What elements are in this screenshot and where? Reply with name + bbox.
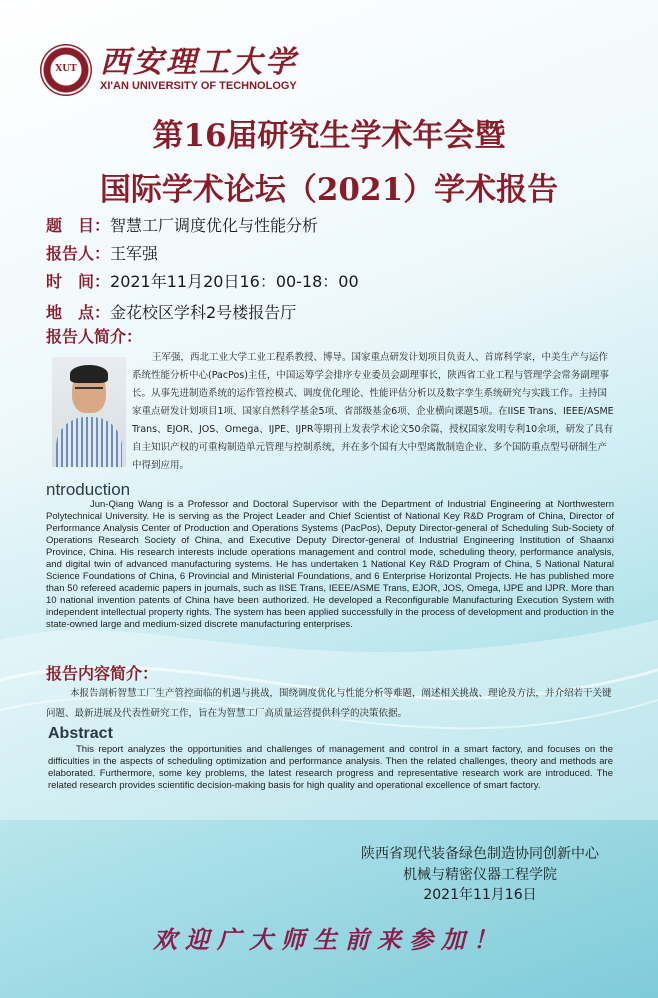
- report-intro-heading: 报告内容简介：: [46, 664, 159, 683]
- time-label: 时 间：: [46, 272, 111, 291]
- seal-text: XUT: [55, 64, 77, 74]
- abstract-text-en: This report analyzes the opportunities and challenges of management and control in a smart factory, and focuses on the difficulties in the aspects of scheduling optimization and performance analysis. Then the related challenges, theory and methods are elaborated. Furthermore, some key problems, the latest research progress and representative research work are introduced. The related research provides scientific decision-making basis for high quality and operational excellence of smart factory.: [48, 744, 613, 791]
- university-name-cn: 西安理工大学: [100, 45, 298, 80]
- organizer-line2: 机械与精密仪器工程学院: [403, 867, 557, 883]
- university-logo: [40, 44, 298, 96]
- organizer-line1: 陕西省现代装备绿色制造协同创新中心: [361, 846, 599, 862]
- speaker-intro-heading: 报告人简介：: [46, 327, 143, 346]
- organizer-date: 2021年11月16日: [423, 887, 537, 903]
- university-seal: [40, 44, 92, 96]
- time-value: 2021年11月20日16：00-18：00: [110, 272, 359, 291]
- poster-title-line2: 国际学术论坛（2021）学术报告: [99, 172, 559, 208]
- place-value: 金花校区学科2号楼报告厅: [110, 303, 297, 322]
- speaker-bio-en: Jun-Qiang Wang is a Professor and Doctoral Supervisor with the Department of Industrial Engineering at Northwestern Polytechnical University. He is serving as the Project Leader and Chief Scientist of National Key R&D Program of China, Director of Performance Analysis Center of Production and Operations Systems (PacPos), Deputy Director-general of Scheduling Sub-Society of Operations Research Society of China, and Executive Deputy Director-general of Industrial Engineering Institution of Shaanxi Province, China. His research interests include operations management and control mode, scheduling theory, performance analysis, and digital twin of advanced manufacturing systems. He has undertaken 1 National Key R&D Program of China, 5 National Natural Science Foundations of China, 6 Provincial and Ministerial Foundations, and 6 Enterprise Horizontal Projects. He has published more than 50 refereed academic papers in journals, such as IISE Trans, IEEE/ASME Trans, EJOR, JOS, Omega, IJPE and IJPR. More than 10 national invention patents of China have been authorized. He developed a Reconfigurable Manufacturing Execution System with independent intellectual property rights. The system has been applied successfully in the process of development and production in the state-owned large and medium-sized discrete manufacturing enterprises.: [46, 499, 614, 630]
- welcome-slogan: 欢迎广大师生前来参加！: [153, 925, 505, 954]
- topic-label: 题 目：: [46, 216, 111, 235]
- abstract-heading: Abstract: [48, 725, 113, 742]
- report-summary-cn: 本报告剖析智慧工厂生产管控面临的机遇与挑战，围绕调度优化与性能分析等难题，阐述相关挑战、理论及方法，并介绍若干关键问题、最新进展及代表性研究工作，旨在为智慧工厂高质量运营提供科学的决策依据。: [46, 688, 612, 719]
- speaker-field: [46, 241, 158, 264]
- speaker-photo: [52, 357, 126, 467]
- speaker-bio-cn: 王军强，西北工业大学工业工程系教授、博导。国家重点研发计划项目负责人、首席科学家，中美生产与运作系统性能分析中心(PacPos)主任，中国运筹学会排序专业委员会副理事长，陕西省工业工程与管理学会常务副理事长。从事先进制造系统的运作管控模式、调度优化理论、性能评估分析以及数字孪生系统研究与实践工作。主持国家重点研发计划项目1项、国家自然科学基金5项、省部级基金6项、企业横向课题5项。在IISE Trans、IEEE/ASME Trans、EJOR、JOS、Omega、IJPE、IJPR等期刊上发表学术论文50余篇，授权国家发明专利10余项，研发了具有自主知识产权的可重构制造单元管理与控制系统，并在多个国有大中型离散制造企业、多个国防重点型号研制生产中得到应用。: [132, 352, 614, 471]
- speaker-value: 王军强: [110, 244, 159, 263]
- poster-title-line1: 第16届研究生学术年会暨: [152, 118, 506, 154]
- topic-field: [46, 213, 318, 236]
- topic-value: 智慧工厂调度优化与性能分析: [110, 216, 319, 235]
- introduction-heading: ntroduction: [46, 480, 131, 499]
- time-field: [46, 269, 359, 292]
- speaker-label: 报告人：: [46, 244, 111, 263]
- university-name-en: XI'AN UNIVERSITY OF TECHNOLOGY: [100, 80, 297, 92]
- place-label: 地 点：: [46, 303, 111, 322]
- place-field: [46, 300, 296, 323]
